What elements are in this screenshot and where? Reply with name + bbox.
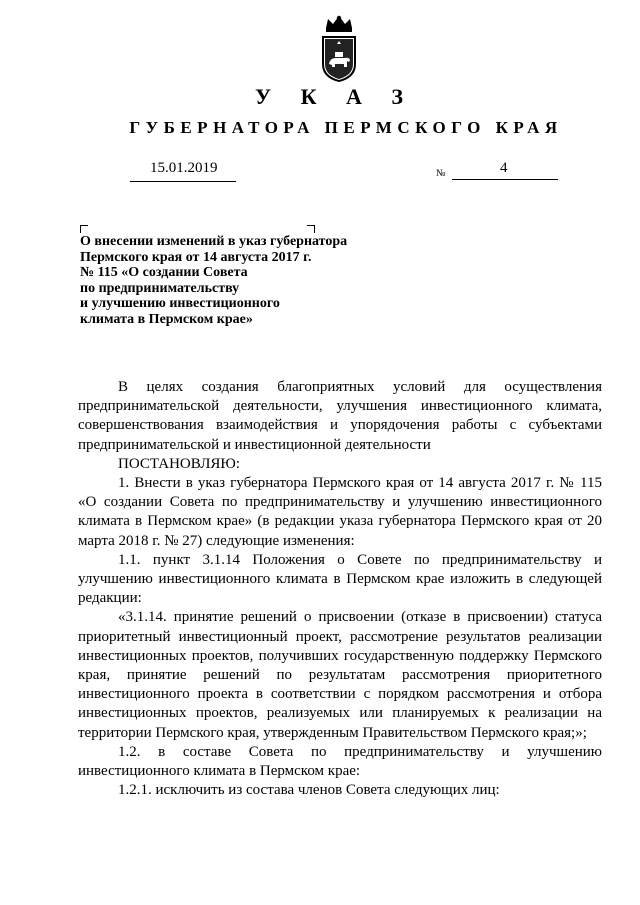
subject-corner-left — [80, 225, 88, 233]
decree-word: ПОСТАНОВЛЯЮ: — [118, 455, 240, 472]
subject-corner-right — [307, 225, 315, 233]
subject-line: № 115 «О создании Совета — [80, 265, 248, 280]
subject-line: Пермского края от 14 августа 2017 г. — [80, 249, 312, 265]
paragraph-1-2: 1.2. в составе Совета по предпринимательству и улучшению инвестиционного климата в Пермском крае: — [78, 743, 602, 780]
subject-line: климата в Пермском крае» — [80, 311, 253, 327]
document-body — [78, 378, 602, 800]
subject-line: О внесении изменений в указ губернатора — [80, 234, 348, 249]
paragraph-1-1: 1.1. пункт 3.1.14 Положения о Совете по предпринимательству и улучшению инвестиционного климата в Пермском крае изложить в следующей редакции: — [78, 551, 602, 607]
quoted-paragraph: «3.1.14. принятие решений о присвоении (отказе в присвоении) статуса приоритетный инвестиционный проект, рассмотрение результатов реализации инвестиционных проектов, получивших государственную поддержку Пермского края, принятие решений по результатам рассмотрения приоритетного инвестиционного проекта в соответствии с порядком рассмотрения и отбора инвестиционных проектов, реализуемых или планируемых к реализации на территории Пермского края, утвержденным Правительством Пермского края;»; — [78, 609, 602, 741]
number-underline — [452, 179, 558, 180]
document-date: 15.01.2019 — [150, 160, 218, 176]
document-type-title: У К А З — [254, 84, 416, 109]
preamble-paragraph: В целях создания благоприятных условий для осуществления предпринимательской деятельности, улучшения инвестиционного климата, совершенствования взаимодействия и упорядочения работы с субъектами предпринимательской и инвестиционной деятельности — [78, 379, 602, 453]
subject-line: и улучшению инвестиционного — [80, 296, 280, 311]
document-number: 4 — [500, 160, 508, 176]
number-label: № — [436, 168, 446, 179]
paragraph-1-2-1: 1.2.1. исключить из состава членов Совета следующих лиц: — [118, 782, 500, 799]
subject-line: по предпринимательству — [80, 280, 240, 296]
issuer-title: ГУБЕРНАТОРА ПЕРМСКОГО КРАЯ — [129, 118, 563, 137]
document-subject — [80, 234, 400, 327]
date-underline — [130, 181, 236, 182]
coat-of-arms-icon — [316, 14, 362, 84]
paragraph-1: 1. Внести в указ губернатора Пермского края от 14 августа 2017 г. № 115 «О создании Совета по предпринимательству и улучшению инвестиционного климата в Пермском крае» (в редакции указа губернатора Пермского края от 20 марта 2018 г. № 27) следующие изменения: — [78, 475, 602, 549]
